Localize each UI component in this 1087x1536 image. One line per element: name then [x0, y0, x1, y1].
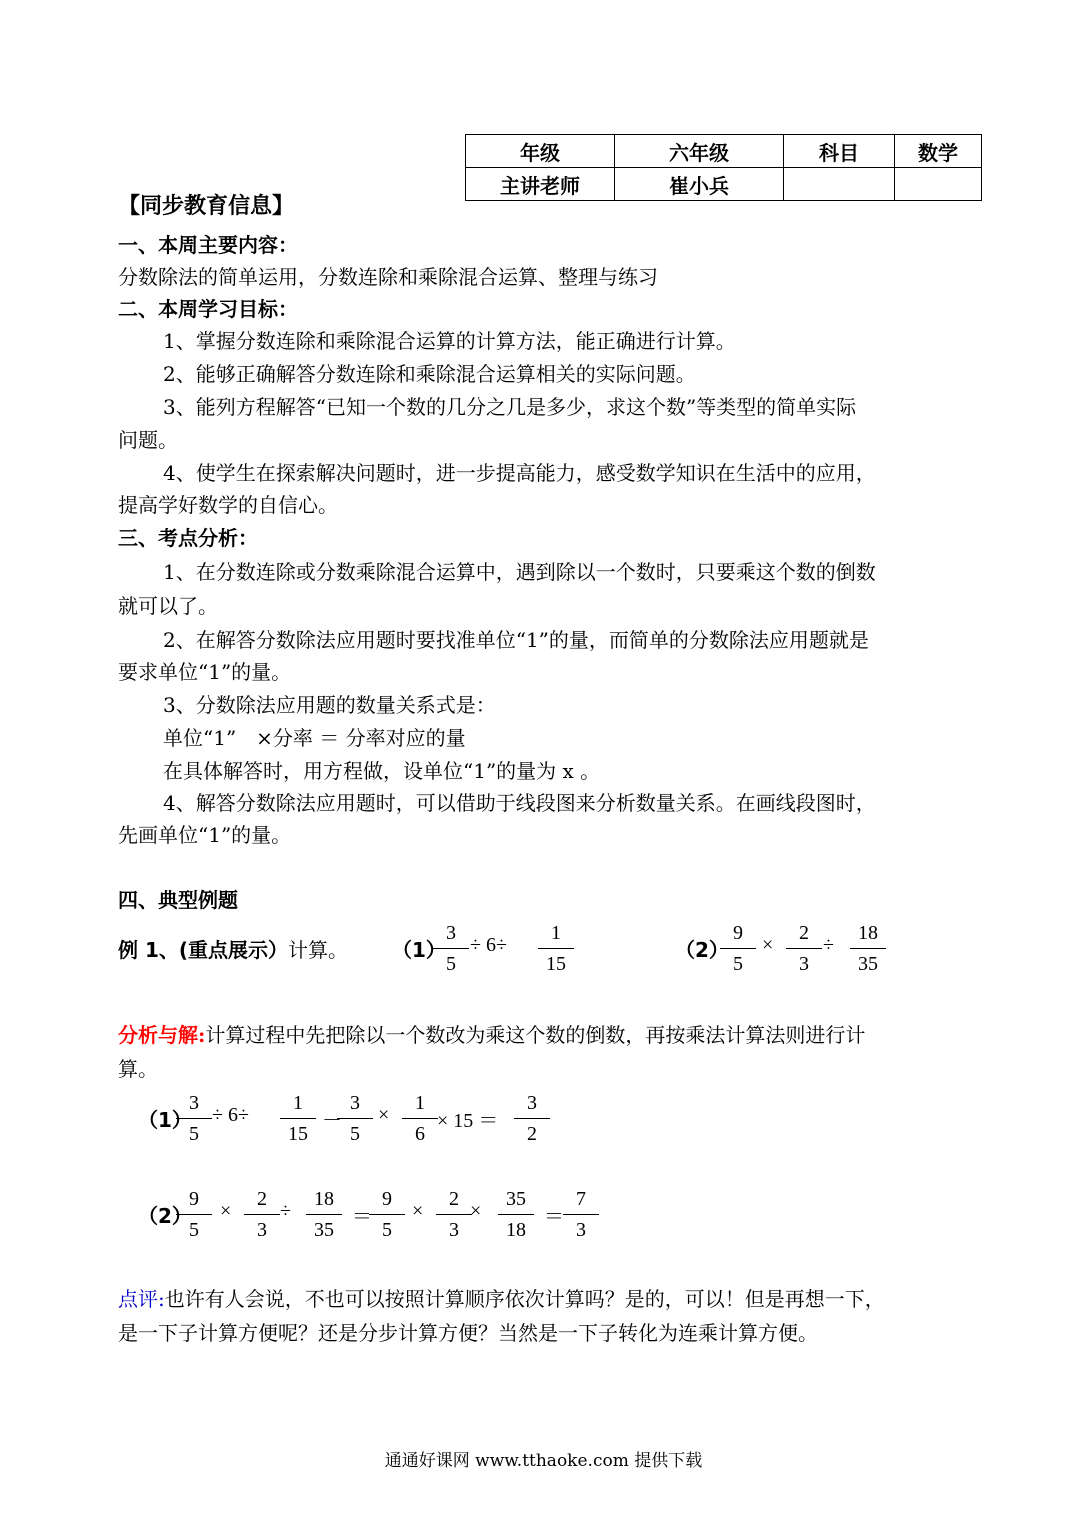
analysis-label: 分析与解: — [118, 1023, 206, 1047]
fraction: 18 35 — [302, 1184, 346, 1245]
operator: － — [322, 1110, 342, 1132]
operator: × — [378, 1104, 390, 1126]
formula-line: 单位“1” ×分率 ＝ 分率对应的量 — [163, 726, 466, 750]
fraction: 2 3 — [782, 918, 826, 979]
solution2-row — [0, 1184, 1087, 1248]
part-label: （2） — [138, 1204, 192, 1228]
fraction: 35 18 — [494, 1184, 538, 1245]
fraction: 9 5 — [365, 1184, 409, 1245]
operator: ÷ — [280, 1200, 291, 1222]
part4-heading: 四、典型例题 — [118, 888, 238, 912]
operator: × — [220, 1200, 232, 1222]
subject-label: 科目 — [784, 135, 895, 168]
goal-line: 1、掌握分数连除和乘除混合运算的计算方法，能正确进行计算。 — [163, 329, 736, 353]
part-label: （1） — [138, 1108, 192, 1132]
point-line: 4、解答分数除法应用题时，可以借助于线段图来分析数量关系。在画线段图时， — [163, 791, 876, 815]
point-line: 在具体解答时，用方程做，设单位“1”的量为 x 。 — [163, 759, 601, 783]
point-line: 1、在分数连除或分数乘除混合运算中，遇到除以一个数时，只要乘这个数的倒数 — [163, 560, 876, 584]
fraction: 2 3 — [432, 1184, 476, 1245]
part1-heading: 一、本周主要内容： — [118, 233, 298, 257]
goal-line: 3、能列方程解答“已知一个数的几分之几是多少，求这个数”等类型的简单实际 — [163, 395, 857, 419]
comment-line — [118, 1286, 885, 1312]
fraction: 2 3 — [240, 1184, 284, 1245]
info-table — [465, 134, 982, 201]
section-title: 【同步教育信息】 — [118, 194, 295, 219]
goal-line: 提高学好数学的自信心。 — [118, 493, 338, 517]
example-task: 计算。 — [288, 940, 349, 962]
grade-value: 六年级 — [615, 135, 784, 168]
fraction: 1 15 — [534, 918, 578, 979]
fraction: 3 5 — [172, 1088, 216, 1149]
part1-text: 分数除法的简单运用，分数连除和乘除混合运算、整理与练习 — [118, 265, 658, 289]
operator: × — [470, 1200, 482, 1222]
fraction: 3 2 — [510, 1088, 554, 1149]
point-line: 先画单位“1”的量。 — [118, 823, 292, 847]
part2-heading: 二、本周学习目标： — [118, 297, 298, 321]
page-footer: 通通好课网 www.tthaoke.com 提供下载 — [384, 1451, 703, 1471]
operator: × — [762, 934, 774, 956]
operator: ÷ 6÷ — [212, 1104, 249, 1126]
fraction: 3 5 — [429, 918, 473, 979]
fraction: 3 5 — [333, 1088, 377, 1149]
operator: ÷ 6÷ — [470, 934, 507, 956]
analysis-text: 计算过程中先把除以一个数改为乘这个数的倒数，再按乘法计算法则进行计 — [205, 1023, 866, 1047]
analysis-line — [118, 1022, 865, 1048]
operator: ÷ — [823, 934, 834, 956]
teacher-label: 主讲老师 — [466, 168, 615, 201]
analysis-line: 算。 — [118, 1057, 158, 1081]
solution1-row — [0, 1088, 1087, 1152]
operator: × — [412, 1200, 424, 1222]
grade-label: 年级 — [466, 135, 615, 168]
point-line: 就可以了。 — [118, 594, 218, 618]
empty-cell — [784, 168, 895, 201]
comment-text: 也许有人会说，不也可以按照计算顺序依次计算吗？是的，可以！但是再想一下， — [164, 1287, 885, 1311]
comment-label: 点评: — [118, 1287, 165, 1311]
fraction: 7 3 — [559, 1184, 603, 1245]
part-label: （1） — [392, 938, 446, 962]
goal-line: 问题。 — [118, 428, 178, 452]
goal-line: 2、能够正确解答分数连除和乘除混合运算相关的实际问题。 — [163, 362, 696, 386]
operator: × 15 ＝ — [437, 1110, 499, 1132]
point-line: 要求单位“1”的量。 — [118, 660, 292, 684]
point-line: 3、分数除法应用题的数量关系式是： — [163, 693, 496, 717]
example-label: 例 1、(重点展示） — [118, 938, 289, 962]
operator: ＝ — [544, 1206, 564, 1228]
comment-line: 是一下子计算方便呢？还是分步计算方便？当然是一下子转化为连乘计算方便。 — [118, 1321, 818, 1345]
fraction: 9 5 — [716, 918, 760, 979]
teacher-value: 崔小兵 — [615, 168, 784, 201]
point-line: 2、在解答分数除法应用题时要找准单位“1”的量，而简单的分数除法应用题就是 — [163, 628, 869, 652]
goal-line: 4、使学生在探索解决问题时，进一步提高能力，感受数学知识在生活中的应用， — [163, 461, 876, 485]
operator: ＝ — [352, 1206, 372, 1228]
subject-value: 数学 — [895, 135, 982, 168]
part3-heading: 三、考点分析： — [118, 526, 258, 550]
info-row — [466, 168, 982, 201]
fraction: 9 5 — [172, 1184, 216, 1245]
part-label: （2） — [675, 938, 729, 962]
fraction: 1 15 — [276, 1088, 320, 1149]
fraction: 1 6 — [398, 1088, 442, 1149]
example1-row — [0, 918, 1087, 982]
fraction: 18 35 — [846, 918, 890, 979]
empty-cell — [895, 168, 982, 201]
info-row — [466, 135, 982, 168]
